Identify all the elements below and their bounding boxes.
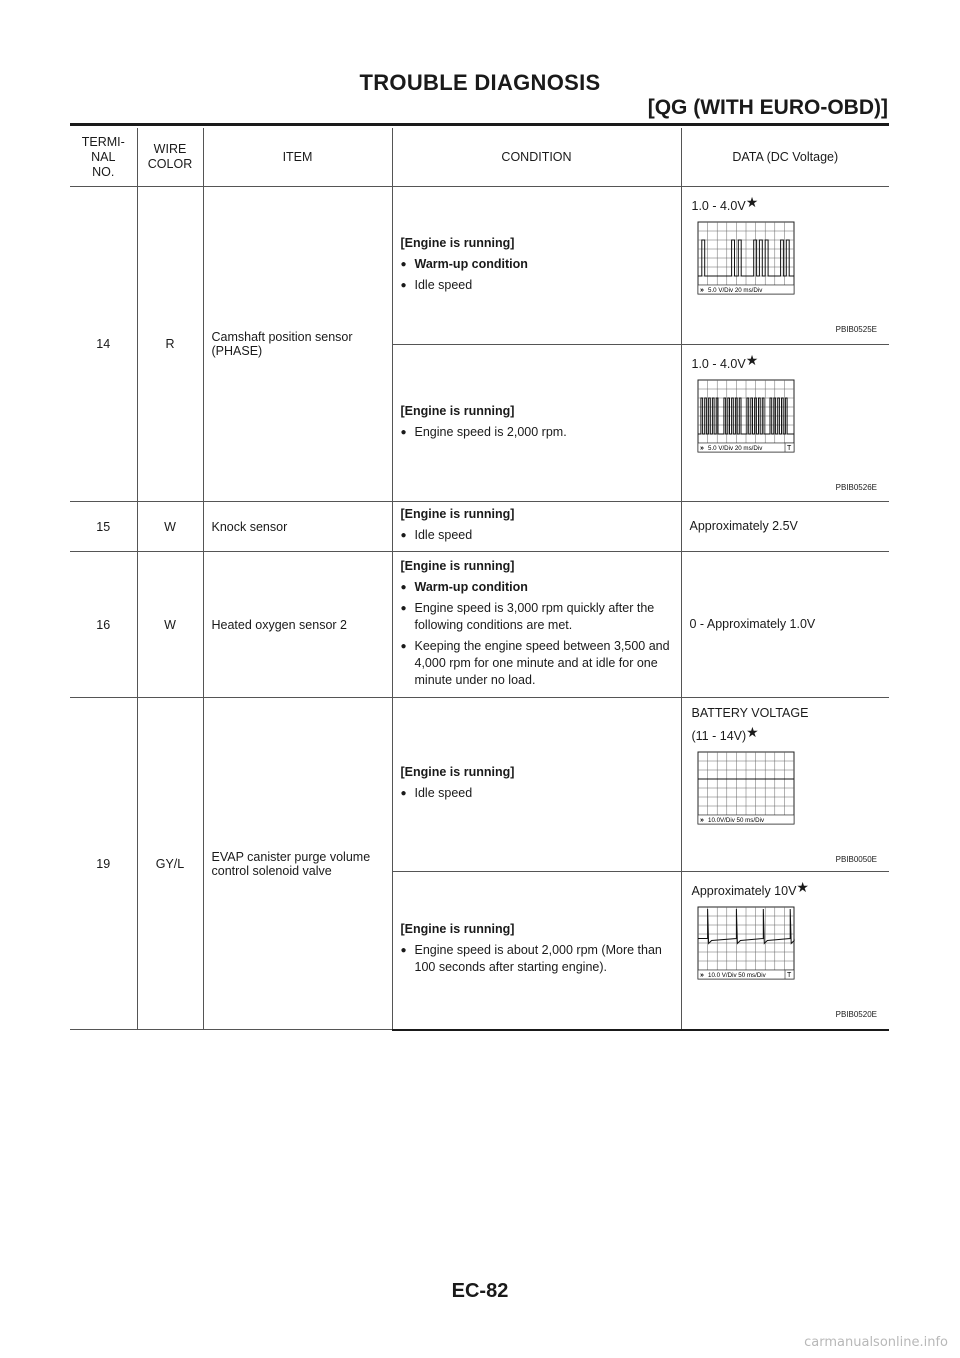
data-cell [681,502,889,552]
terminal-number: 16 [70,552,137,698]
watermark: carmanualsonline.info [804,1335,948,1350]
section-subtitle: [QG (WITH EURO-OBD)] [647,96,888,119]
waveform-figure [692,220,882,334]
condition-cell [392,502,681,552]
terminal-number: 14 [70,187,137,502]
header-rule [70,123,889,126]
data-voltage: 0 - Approximately 1.0V [689,617,816,631]
condition-title: [Engine is running] [400,507,515,521]
condition-cell [392,698,681,872]
condition-bullet: ● Warm-up condition [401,579,673,596]
data-voltage: Approximately 2.5V [689,519,798,533]
figure-code: PBIB0526E [835,483,877,492]
item-name: Camshaft position sensor (PHASE) [203,187,392,502]
condition-bullet: ● Idle speed [401,527,673,544]
data-voltage: 1.0 - 4.0V★ [691,352,759,371]
scope-scale-label: 5.0 V/Div 20 ms/Div [707,287,762,294]
condition-title: [Engine is running] [400,235,515,250]
data-voltage: 1.0 - 4.0V★ [691,194,759,213]
table-header-row [70,128,889,187]
wire-color: R [137,187,203,502]
col-item: ITEM [203,128,392,187]
condition-cell [392,872,681,1030]
item-name: EVAP canister purge volume control solenoid valve [203,698,392,1030]
scope-scale-label: 10.0V/Div 50 ms/Div [707,817,764,824]
star-icon: ★ [746,724,759,740]
condition-bullet: ● Idle speed [401,277,673,294]
condition-bullet: ● Keeping the engine speed between 3,500 and 4,000 rpm for one minute and at idle for one minute under no load. [401,638,673,689]
figure-code: PBIB0520E [835,1010,877,1019]
col-condition: CONDITION [392,128,681,187]
trigger-marker-icon: T [786,445,791,452]
condition-title: [Engine is running] [400,765,515,779]
col-data: DATA (DC Voltage) [681,128,889,187]
col-terminal: TERMI- NAL NO. [70,128,137,187]
scope-arrow-icon: » [699,287,704,294]
scope-arrow-icon: » [699,817,704,824]
data-cell [681,552,889,698]
data-cell [681,345,889,502]
wire-color: W [137,552,203,698]
scope-arrow-icon: » [699,972,704,979]
scope-scale-label: 10.0 V/Div 50 ms/Div [707,972,766,979]
condition-cell [392,552,681,698]
star-icon: ★ [745,194,759,210]
terminal-spec-table [70,128,889,1031]
condition-cell [392,187,681,345]
table-row [70,698,889,872]
condition-bullet: ● Engine speed is about 2,000 rpm (More than 100 seconds after starting engine). [401,942,673,976]
data-cell [681,872,889,1030]
oscilloscope-waveform [692,220,800,320]
condition-title: [Engine is running] [400,922,515,937]
star-icon: ★ [745,352,759,368]
data-voltage: BATTERY VOLTAGE (11 - 14V)★ [691,706,809,743]
scope-scale-label: 5.0 V/Div 20 ms/Div [707,445,762,452]
page-number: EC-82 [451,1280,509,1302]
waveform-figure [692,905,882,1019]
star-icon: ★ [796,879,809,895]
figure-code: PBIB0050E [835,855,877,864]
trigger-marker-icon: T [786,972,791,979]
table-row [70,552,889,698]
condition-bullet: ● Warm-up condition [401,256,673,273]
table-row [70,187,889,345]
item-name: Heated oxygen sensor 2 [203,552,392,698]
condition-title: [Engine is running] [400,403,515,418]
condition-bullet: ● Idle speed [401,785,673,802]
data-cell [681,187,889,345]
figure-code: PBIB0525E [835,325,877,334]
oscilloscope-waveform [692,750,800,850]
wire-color: GY/L [137,698,203,1030]
table-row [70,502,889,552]
item-name: Knock sensor [203,502,392,552]
terminal-number: 15 [70,502,137,552]
oscilloscope-waveform [692,378,800,478]
condition-bullet: ● Engine speed is 2,000 rpm. [401,424,673,441]
data-voltage: Approximately 10V★ [691,879,809,898]
condition-title: [Engine is running] [400,558,515,573]
page-title: TROUBLE DIAGNOSIS [359,70,601,95]
waveform-figure [692,378,882,492]
oscilloscope-waveform [692,905,800,1005]
scope-arrow-icon: » [699,445,704,452]
col-wire-color: WIRE COLOR [137,128,203,187]
wire-color: W [137,502,203,552]
condition-bullet: ● Engine speed is 3,000 rpm quickly after the following conditions are met. [401,600,673,634]
condition-cell [392,345,681,502]
terminal-number: 19 [70,698,137,1030]
waveform-figure [692,750,882,864]
data-cell [681,698,889,872]
